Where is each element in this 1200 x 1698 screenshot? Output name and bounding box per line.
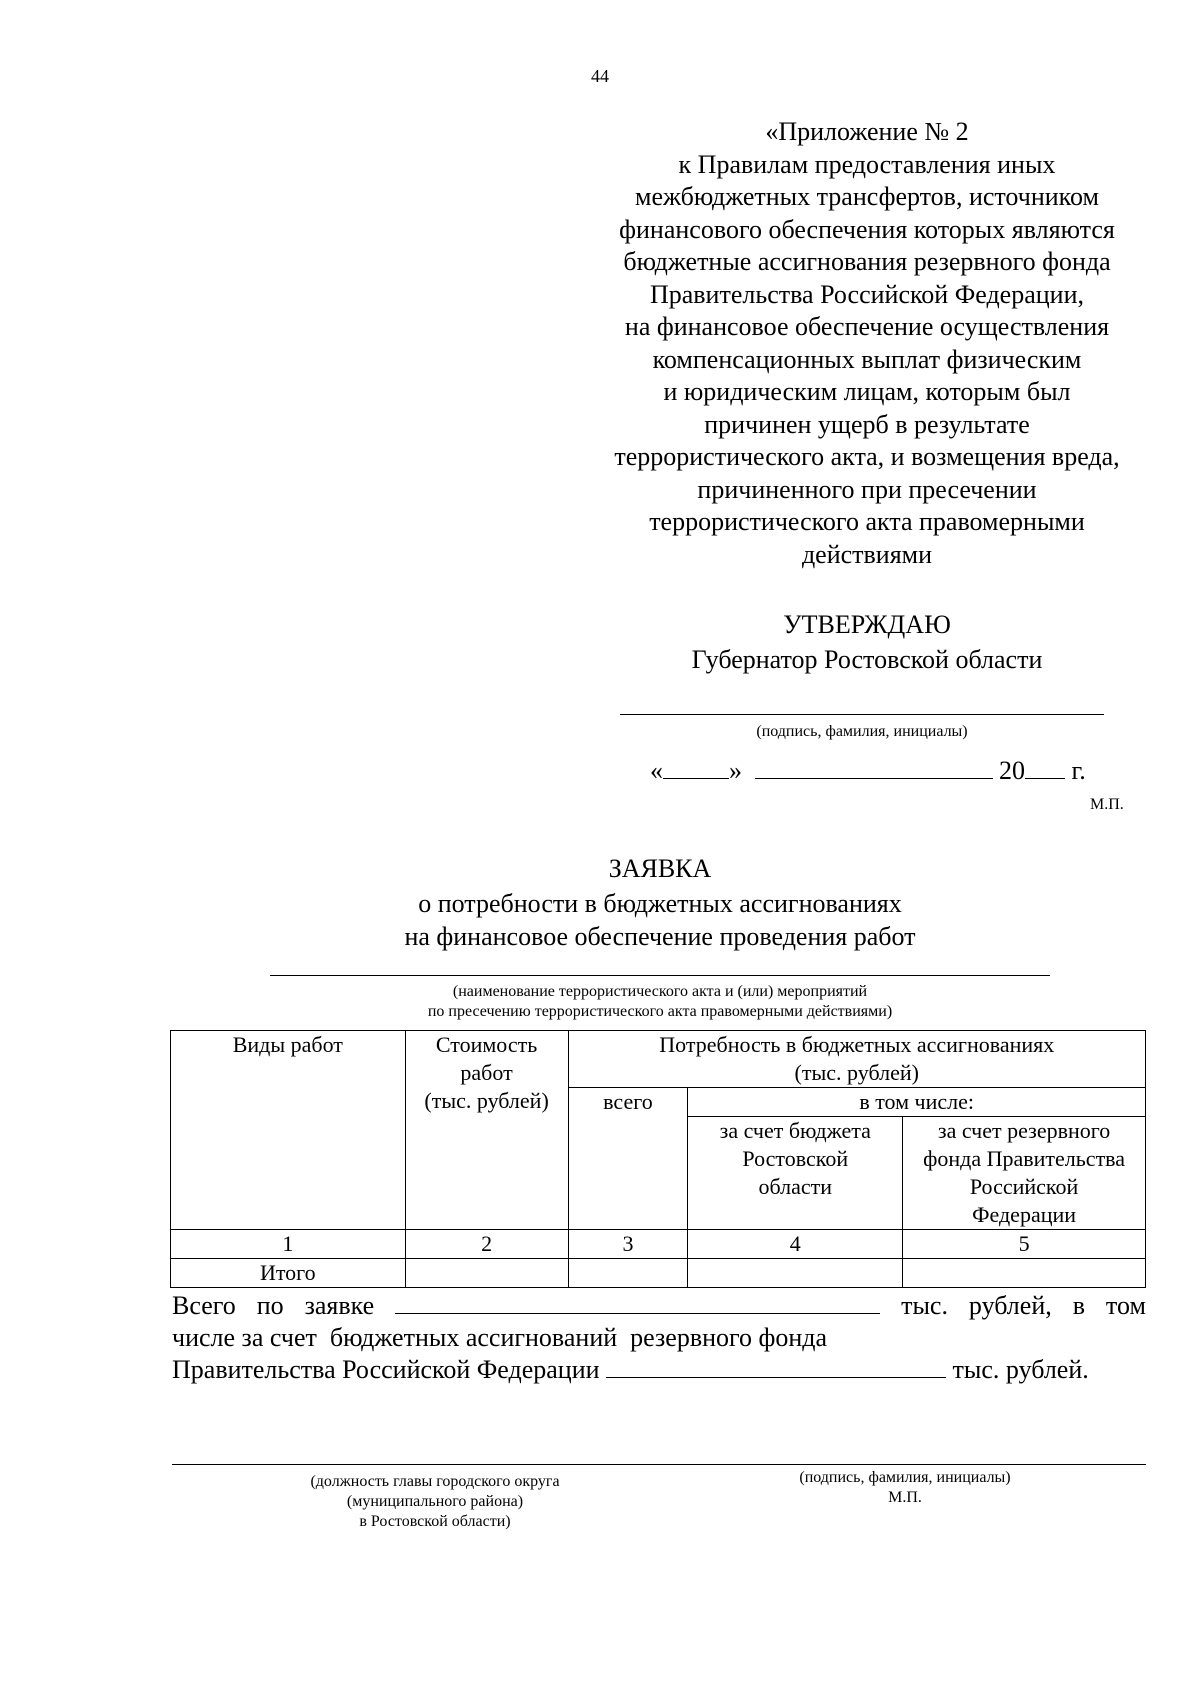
table-row — [171, 1230, 1146, 1259]
summary-word: том — [1105, 1291, 1146, 1320]
bottom-signature-line[interactable] — [172, 1464, 1146, 1465]
column-number: 3 — [568, 1230, 688, 1259]
approve-title: УТВЕРЖДАЮ — [783, 610, 951, 639]
summary-word: заявке — [304, 1291, 375, 1320]
head-position-caption: (должность главы городского округа (муниципального района) в Ростовской области) — [310, 1473, 560, 1530]
approver-position: Губернатор Ростовской области — [691, 645, 1043, 674]
header-including: в том числе: — [688, 1088, 1146, 1117]
date-year-prefix: 20 — [999, 756, 1025, 785]
total-need-cell[interactable] — [568, 1259, 688, 1288]
appendix-line: к Правилам предоставления иных — [678, 149, 1056, 179]
date-year-field[interactable] — [1025, 756, 1065, 779]
date-month-field[interactable] — [755, 756, 993, 779]
reserve-fund-amount-field[interactable] — [606, 1355, 946, 1378]
total-cost-cell[interactable] — [405, 1259, 568, 1288]
summary-line — [172, 1354, 1146, 1386]
appendix-line: финансового обеспечения которых являются — [619, 214, 1115, 244]
appendix-line: и юридическим лицам, которым был — [663, 377, 1071, 406]
summary-line3-prefix: Правительства Российской Федерации — [172, 1355, 600, 1384]
header-reserve-fund: за счет резервного фонда Правительства Российской Федерации — [903, 1117, 1146, 1230]
summary-line: числе за счет бюджетных ассигнований резервного фонда — [172, 1323, 828, 1352]
date-close-quote: » — [729, 756, 742, 785]
total-amount-field[interactable] — [395, 1291, 880, 1314]
date-year-suffix: г. — [1071, 756, 1086, 785]
header-works: Виды работ — [171, 1031, 406, 1230]
event-name-caption — [270, 982, 1050, 1022]
appendix-line: бюджетные ассигнования резервного фонда — [623, 247, 1111, 276]
summary-word: Всего — [172, 1291, 236, 1320]
appendix-line: причинен ущерб в результате — [704, 409, 1030, 439]
governor-signature-caption: (подпись, фамилия, инициалы) — [756, 723, 968, 740]
summary-line3-suffix: тыс. рублей. — [952, 1355, 1089, 1384]
appendix-header — [582, 116, 1152, 571]
approval-date — [650, 756, 1086, 786]
date-open-quote: « — [650, 756, 663, 785]
header-total: всего — [568, 1088, 688, 1230]
request-subtitle-line: на финансовое обеспечение проведения работ — [404, 921, 916, 951]
appendix-line: террористического акта правомерными — [649, 507, 1085, 536]
header-cost: Стоимость работ (тыс. рублей) — [405, 1031, 568, 1230]
appendix-line: компенсационных выплат физическим — [652, 344, 1082, 374]
event-caption-line: по пресечению террористического акта правомерными действиями) — [427, 1003, 893, 1020]
header-regional-budget: за счет бюджета Ростовской области — [688, 1117, 903, 1230]
event-caption-line: (наименование террористического акта и (или) мероприятий — [452, 983, 868, 1000]
column-number: 4 — [688, 1230, 903, 1259]
event-name-line[interactable] — [270, 975, 1050, 976]
header-need: Потребность в бюджетных ассигнованиях (тыс. рублей) — [568, 1031, 1145, 1088]
appendix-line: межбюджетных трансфертов, источником — [635, 182, 1099, 211]
request-subtitle — [0, 888, 1200, 953]
summary-word: тыс. — [901, 1291, 948, 1320]
total-reserve-cell[interactable] — [903, 1259, 1146, 1288]
stamp-label: М.П. — [1090, 796, 1124, 813]
page-number: 44 — [591, 66, 609, 86]
summary-word: по — [256, 1291, 284, 1320]
request-title: ЗАЯВКА — [608, 854, 712, 883]
column-number: 2 — [405, 1230, 568, 1259]
appendix-line: действиями — [801, 539, 933, 569]
appendix-line: Правительства Российской Федерации, — [649, 279, 1085, 309]
column-number: 1 — [171, 1230, 406, 1259]
total-row-label: Итого — [171, 1259, 406, 1288]
summary-text — [172, 1290, 1146, 1386]
appendix-line: причиненного при пресечении — [697, 474, 1037, 504]
date-day-field[interactable] — [663, 756, 729, 779]
governor-signature-line[interactable] — [620, 714, 1104, 715]
summary-word: в — [1072, 1291, 1085, 1320]
table-row — [171, 1259, 1146, 1288]
total-regional-cell[interactable] — [688, 1259, 903, 1288]
column-number: 5 — [903, 1230, 1146, 1259]
appendix-line: на финансовое обеспечение осуществления — [624, 312, 1110, 341]
appendix-line: «Приложение № 2 — [765, 117, 969, 146]
head-signature-caption: (подпись, фамилия, инициалы) М.П. — [799, 1469, 1011, 1506]
request-subtitle-line: о потребности в бюджетных ассигнованиях — [418, 889, 902, 918]
summary-word: рублей, — [968, 1291, 1052, 1320]
appendix-line: террористического акта, и возмещения вреда, — [614, 442, 1120, 471]
request-table — [170, 1030, 1146, 1288]
